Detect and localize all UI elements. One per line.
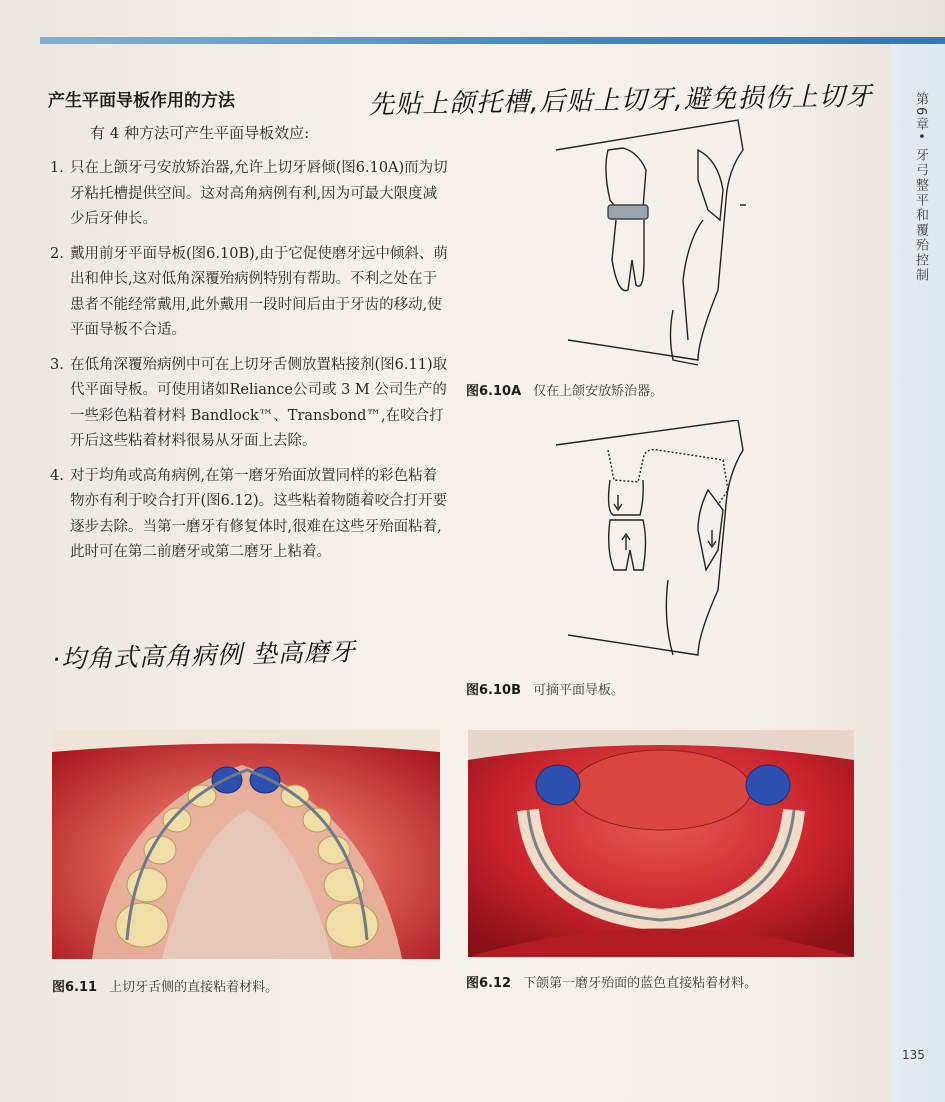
chapter-tab: 第6章• 牙弓整平和覆殆控制 <box>913 92 928 284</box>
figure-6-11-caption <box>52 976 278 995</box>
figure-caption-text: 下颌第一磨牙殆面的蓝色直接粘着材料。 <box>523 976 758 991</box>
item-number: 2. <box>50 245 64 262</box>
method-list <box>50 156 450 575</box>
list-item <box>50 464 450 566</box>
page-number: 135 <box>902 1048 925 1062</box>
list-item <box>50 353 450 455</box>
list-item <box>50 156 450 233</box>
item-text: 对于均角或高角病例,在第一磨牙殆面放置同样的彩色粘着物亦有利于咬合打开(图6.12)。这些粘着物随着咬合打开要逐步去除。当第一磨牙有修复体时,很难在这些牙殆面粘着,此时可在第二前磨牙或第二磨牙上粘着。 <box>70 467 448 560</box>
figure-6-10a-drawing <box>548 110 763 370</box>
figure-label: 图6.10A <box>466 384 522 399</box>
figure-label: 图6.10B <box>466 683 521 698</box>
figure-6-12-photo <box>468 730 854 957</box>
figure-6-10b-drawing <box>548 420 763 660</box>
figure-label: 图6.12 <box>466 976 512 991</box>
figure-6-10b-caption <box>466 679 624 698</box>
item-text: 戴用前牙平面导板(图6.10B),由于它促使磨牙远中倾斜、萌出和伸长,这对低角深覆殆病例特别有帮助。不利之处在于患者不能经常戴用,此外戴用一段时间后由于牙齿的移动,使平面导板不合适。 <box>70 245 448 338</box>
header-rule <box>40 37 945 44</box>
figure-6-11-photo <box>52 730 440 959</box>
item-text: 在低角深覆殆病例中可在上切牙舌侧放置粘接剂(图6.11)取代平面导板。可使用诸如Reliance公司或 3 M 公司生产的一些彩色粘着材料 Bandlock™、Transbond™,在咬合打开后这些粘着材料很易从牙面上去除。 <box>70 356 448 449</box>
list-item <box>50 242 450 344</box>
intro-text: 有 4 种方法可产生平面导板效应: <box>90 124 310 142</box>
handwritten-note-bottom: ·均角式高角病例 垫高磨牙 <box>51 637 357 674</box>
figure-caption-text: 上切牙舌侧的直接粘着材料。 <box>109 980 279 995</box>
figure-caption-text: 可摘平面导板。 <box>532 683 624 698</box>
item-number: 3. <box>50 356 64 373</box>
handwritten-note-top: 先贴上颌托槽,后贴上切牙,避免损伤上切牙 <box>367 81 873 121</box>
figure-6-10a-caption <box>466 380 663 399</box>
item-text: 只在上颌牙弓安放矫治器,允许上切牙唇倾(图6.10A)而为切牙粘托槽提供空间。这对高角病例有利,因为可最大限度减少后牙伸长。 <box>70 160 448 227</box>
figure-label: 图6.11 <box>52 980 98 995</box>
section-title: 产生平面导板作用的方法 <box>48 91 235 111</box>
item-number: 4. <box>50 467 64 484</box>
figure-6-12-caption <box>466 972 757 991</box>
item-number: 1. <box>50 160 64 176</box>
figure-caption-text: 仅在上颌安放矫治器。 <box>533 384 664 399</box>
